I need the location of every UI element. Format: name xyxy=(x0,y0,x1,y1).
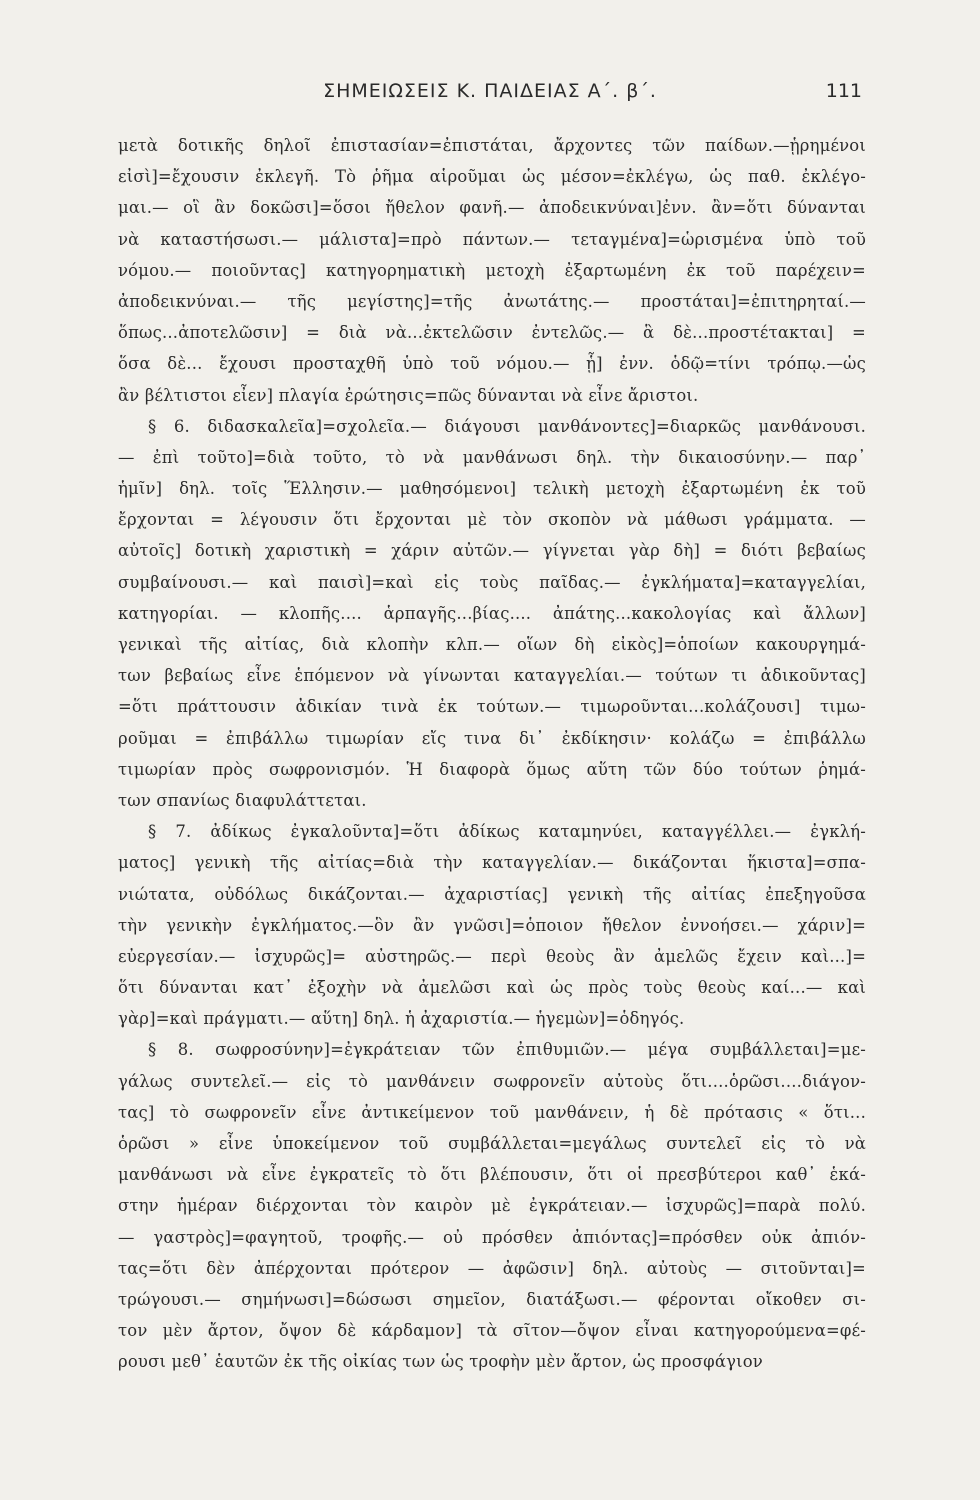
text-line: ρουσι μεθ᾽ ἑαυτῶν ἐκ τῆς οἰκίας των ὡς τροφὴν μὲν ἄρτον, ὡς προσφάγιον xyxy=(118,1352,763,1372)
text-line: ἔρχονται = λέγουσιν ὅτι ἔρχονται μὲ τὸν σκοπὸν νὰ μάθωσι γράμματα. — xyxy=(118,510,866,530)
text-line: των σπανίως διαφυλάττεται. xyxy=(118,790,367,810)
text-line: τας] τὸ σωφρονεῖν εἶνε ἀντικείμενον τοῦ μανθάνειν, ἡ δὲ πρότασις « ὅτι... xyxy=(118,1102,866,1122)
text-line: γενικαὶ τῆς αἰτίας, διὰ κλοπὴν κλπ.— οἵων δὴ εἰκὸς]=ὁποίων κακουργημά- xyxy=(118,635,866,654)
text-line: μανθάνωσι νὰ εἶνε ἐγκρατεῖς τὸ ὅτι βλέπουσιν, ὅτι οἱ πρεσβύτεροι καθ᾽ ἑκά- xyxy=(118,1165,866,1185)
text-line: ἂν βέλτιστοι εἶεν] πλαγία ἐρώτησις=πῶς δύνανται νὰ εἶνε ἄριστοι. xyxy=(118,385,699,405)
text-line: ματος] γενικὴ τῆς αἰτίας=διὰ τὴν καταγγελίαν.— δικάζονται ἥκιστα]=σπα- xyxy=(118,853,866,873)
text-line: ὅσα δὲ... ἔχουσι προσταχθῆ ὑπὸ τοῦ νόμου.— ᾗ] ἐνν. ὁδῷ=τίνι τρόπῳ.—ὡς xyxy=(118,354,866,374)
text-line: τὴν γενικὴν ἐγκλήματος.—ὃν ἂν γνῶσι]=ὁποιον ἤθελον ἐννοήσει.— χάριν]= xyxy=(118,915,866,935)
text-line: ἡμῖν] δηλ. τοῖς Ἕλλησιν.— μαθησόμενοι] τελικὴ μετοχὴ ἐξαρτωμένη ἐκ τοῦ xyxy=(118,479,866,499)
running-head xyxy=(0,80,980,114)
text-line: ροῦμαι = ἐπιβάλλω τιμωρίαν εἴς τινα δι᾽ ἐκδίκησιν· κολάζω = ἐπιβάλλω xyxy=(118,728,866,748)
text-line: εὐεργεσίαν.— ἰσχυρῶς]= αὐστηρῶς.— περὶ θεοὺς ἂν ἀμελῶς ἔχειν καὶ...]= xyxy=(118,946,866,966)
text-line: ὁρῶσι » εἶνε ὑποκείμενον τοῦ συμβάλλεται=μεγάλως συντελεῖ εἰς τὸ νὰ xyxy=(118,1134,866,1153)
text-line: νιώτατα, οὐδόλως δικάζονται.— ἀχαριστίας] γενικὴ τῆς αἰτίας ἐπεξηγοῦσα xyxy=(118,884,866,904)
text-line: ὅπως...ἀποτελῶσιν] = διὰ νὰ...ἐκτελῶσιν ἐντελῶς.— ἃ δὲ...προστέτακται] = xyxy=(118,323,866,343)
text-line: μετὰ δοτικῆς δηλοῖ ἐπιστασίαν=ἐπιστάται, ἄρχοντες τῶν παίδων.—ᾑρημένοι xyxy=(118,136,866,155)
text-line: νόμου.— ποιοῦντας] κατηγορηματικὴ μετοχὴ ἐξαρτωμένη ἐκ τοῦ παρέχειν= xyxy=(118,260,866,280)
text-line: νὰ καταστήσωσι.— μάλιστα]=πρὸ πάντων.— τεταγμένα]=ὡρισμένα ὑπὸ τοῦ xyxy=(118,229,866,249)
section-start-line: § 8. σωφροσύνην]=ἐγκράτειαν τῶν ἐπιθυμιῶν.— μέγα συμβάλλεται]=με- xyxy=(148,1040,866,1060)
text-line: τιμωρίαν πρὸς σωφρονισμόν. Ἡ διαφορὰ ὅμως αὕτη τῶν δύο τούτων ῥημά- xyxy=(118,759,866,779)
text-line: γὰρ]=καὶ πράγματι.— αὕτη] δηλ. ἡ ἀχαριστία.— ἡγεμὼν]=ὁδηγός. xyxy=(118,1009,685,1029)
page-number: 111 xyxy=(825,80,862,102)
text-line: — γαστρὸς]=φαγητοῦ, τροφῆς.— οὐ πρόσθεν ἀπιόντας]=πρόσθεν οὐκ ἀπιόν- xyxy=(118,1227,866,1247)
text-line: των βεβαίως εἶνε ἑπόμενον νὰ γίνωνται καταγγελίαι.— τούτων τι ἀδικοῦντας] xyxy=(118,666,866,686)
text-line: στην ἡμέραν διέρχονται τὸν καιρὸν μὲ ἐγκράτειαν.— ἰσχυρῶς]=παρὰ πολύ. xyxy=(118,1196,866,1216)
text-line: συμβαίνουσι.— καὶ παισὶ]=καὶ εἰς τοὺς παῖδας.— ἐγκλήματα]=καταγγελίαι, xyxy=(118,572,866,592)
section-start-line: § 6. διδασκαλεῖα]=σχολεῖα.— διάγουσι μανθάνοντες]=διαρκῶς μανθάνουσι. xyxy=(148,416,866,436)
text-line: — ἐπὶ τοῦτο]=διὰ τοῦτο, τὸ νὰ μανθάνωσι δηλ. τὴν δικαιοσύνην.— παρ᾽ xyxy=(118,447,866,467)
text-line: =ὅτι πράττουσιν ἀδικίαν τινὰ ἐκ τούτων.— τιμωροῦνται...κολάζουσι] τιμω- xyxy=(118,697,866,717)
page-title: ΣΗΜΕΙΩΣΕΙΣ Κ. ΠΑΙΔΕΙΑΣ Α΄. β΄. xyxy=(323,80,657,102)
text-line: εἰσὶ]=ἔχουσιν ἐκλεγῆ. Τὸ ῥῆμα αἱροῦμαι ὡς μέσον=ἐκλέγω, ὡς παθ. ἐκλέγο- xyxy=(118,167,866,187)
text-line: τον μὲν ἄρτον, ὄψον δὲ κάρδαμον] τὰ σῖτον—ὄψον εἶναι κατηγορούμενα=φέ- xyxy=(118,1321,866,1341)
text-line: τρώγουσι.— σημήνωσι]=δώσωσι σημεῖον, διατάξωσι.— φέρονται οἴκοθεν σι- xyxy=(118,1289,866,1309)
section-start-line: § 7. ἀδίκως ἐγκαλοῦντα]=ὅτι ἀδίκως καταμηνύει, καταγγέλλει.— ἐγκλή- xyxy=(148,822,866,842)
text-line: τας=ὅτι δὲν ἀπέρχονται πρότερον — ἀφῶσιν] δηλ. αὐτοὺς — σιτοῦνται]= xyxy=(118,1258,866,1278)
text-line: ὅτι δύνανται κατ᾽ ἐξοχὴν νὰ ἀμελῶσι καὶ ὡς πρὸς τοὺς θεοὺς καί...— καὶ xyxy=(118,978,866,998)
text-line: αὐτοῖς] δοτικὴ χαριστικὴ = χάριν αὐτῶν.— γίγνεται γὰρ δὴ] = διότι βεβαίως xyxy=(118,541,866,561)
text-line: κατηγορίαι. — κλοπῆς.... ἁρπαγῆς...βίας.... ἀπάτης...κακολογίας καὶ ἄλλων] xyxy=(118,603,866,623)
text-line: γάλως συντελεῖ.— εἰς τὸ μανθάνειν σωφρονεῖν αὐτοὺς ὅτι....ὁρῶσι....διάγον- xyxy=(118,1071,866,1091)
text-line: μαι.— οἳ ἂν δοκῶσι]=ὅσοι ἤθελον φανῆ.— ἀποδεικνύναι]ἐνν. ἂν=ὅτι δύνανται xyxy=(118,198,866,218)
body-text xyxy=(118,130,866,1378)
text-line: ἀποδεικνύναι.— τῆς μεγίστης]=τῆς ἀνωτάτης.— προστάται]=ἐπιτηρηταί.— xyxy=(118,291,866,311)
